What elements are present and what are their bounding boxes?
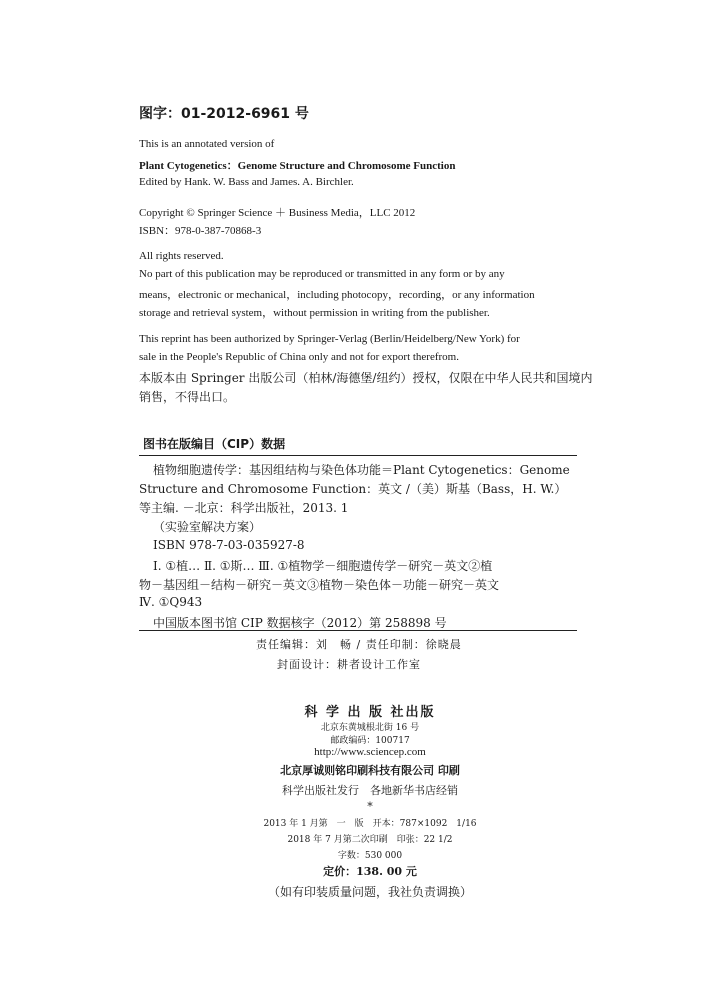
reprint-line-zh: 销售，不得出口。 [139, 390, 236, 404]
isbn-original: ISBN：978-0-387-70868-3 [139, 225, 262, 237]
rights-line: All rights reserved. [139, 250, 224, 262]
edition-note-line: This is an annotated version of [139, 138, 275, 150]
publisher-address: 北京东黄城根北街 16 号 [320, 723, 420, 733]
printer: 北京厚诚则铭印刷科技有限公司 印刷 [280, 764, 460, 777]
cip-line: 物－基因组－结构－研究－英文③植物－染色体－功能－研究－英文 [139, 578, 500, 592]
cover-design: 封面设计：耕者设计工作室 [277, 658, 421, 671]
cip-line: 等主编. －北京：科学出版社，2013. 1 [139, 501, 349, 515]
cip-bottom-rule [139, 630, 577, 631]
distribution: 科学出版社发行 各地新华书店经销 [282, 784, 458, 797]
responsible-editors: 责任编辑：刘 畅 / 责任印制：徐晓晨 [256, 638, 462, 651]
rights-line: No part of this publication may be reproduced or transmitted in any form or by any [139, 268, 505, 280]
separator-star: * [367, 800, 373, 813]
publisher-url: http://www.sciencep.com [314, 746, 426, 758]
copyright-line: Copyright © Springer Science ＋ Business Media，LLC 2012 [139, 207, 416, 219]
cip-heading: 图书在版编目（CIP）数据 [143, 437, 286, 451]
cip-line: ISBN 978-7-03-035927-8 [153, 538, 305, 552]
edition-info: 2013 年 1 月第 一 版 开本：787×1092 1/16 [263, 819, 477, 829]
reprint-line-zh: 本版本由 Springer 出版公司（柏林/海德堡/纽约）授权，仅限在中华人民共和国境内 [139, 371, 593, 385]
editors-line: Edited by Hank. W. Bass and James. A. Birchler. [139, 176, 354, 188]
cip-line: Ⅳ. ①Q943 [139, 595, 203, 609]
reprint-line: This reprint has been authorized by Springer-Verlag (Berlin/Heidelberg/New York) for [139, 333, 520, 345]
book-title: Plant Cytogenetics：Genome Structure and Chromosome Function [139, 160, 456, 172]
cip-line: 植物细胞遗传学：基因组结构与染色体功能＝Plant Cytogenetics：Genome [153, 463, 570, 477]
permit-number: 图字：01-2012-6961 号 [139, 106, 309, 122]
cip-line: （实验室解决方案） [153, 520, 262, 534]
cip-top-rule [139, 455, 577, 456]
publisher-name: 科 学 出 版 社出版 [304, 705, 436, 720]
rights-line: means，electronic or mechanical，including photocopy，recording，or any information [139, 289, 535, 301]
quality-notice: （如有印装质量问题，我社负责调换） [267, 885, 472, 899]
reprint-line: sale in the People's Republic of China only and not for export therefrom. [139, 351, 459, 363]
word-count: 字数：530 000 [337, 851, 403, 861]
cip-line: Structure and Chromosome Function：英文 /（美）斯基（Bass，H. W.） [139, 482, 567, 496]
cip-line: 中国版本图书馆 CIP 数据核字（2012）第 258898 号 [153, 616, 447, 630]
rights-line: storage and retrieval system，without permission in writing from the publisher. [139, 307, 490, 319]
publisher-postcode: 邮政编码：100717 [330, 736, 410, 746]
printing-info: 2018 年 7 月第二次印刷 印张：22 1/2 [287, 835, 453, 845]
price: 定价：138. 00 元 [323, 865, 417, 878]
cip-line: Ⅰ. ①植… Ⅱ. ①斯… Ⅲ. ①植物学－细胞遗传学－研究－英文②植 [153, 559, 493, 573]
